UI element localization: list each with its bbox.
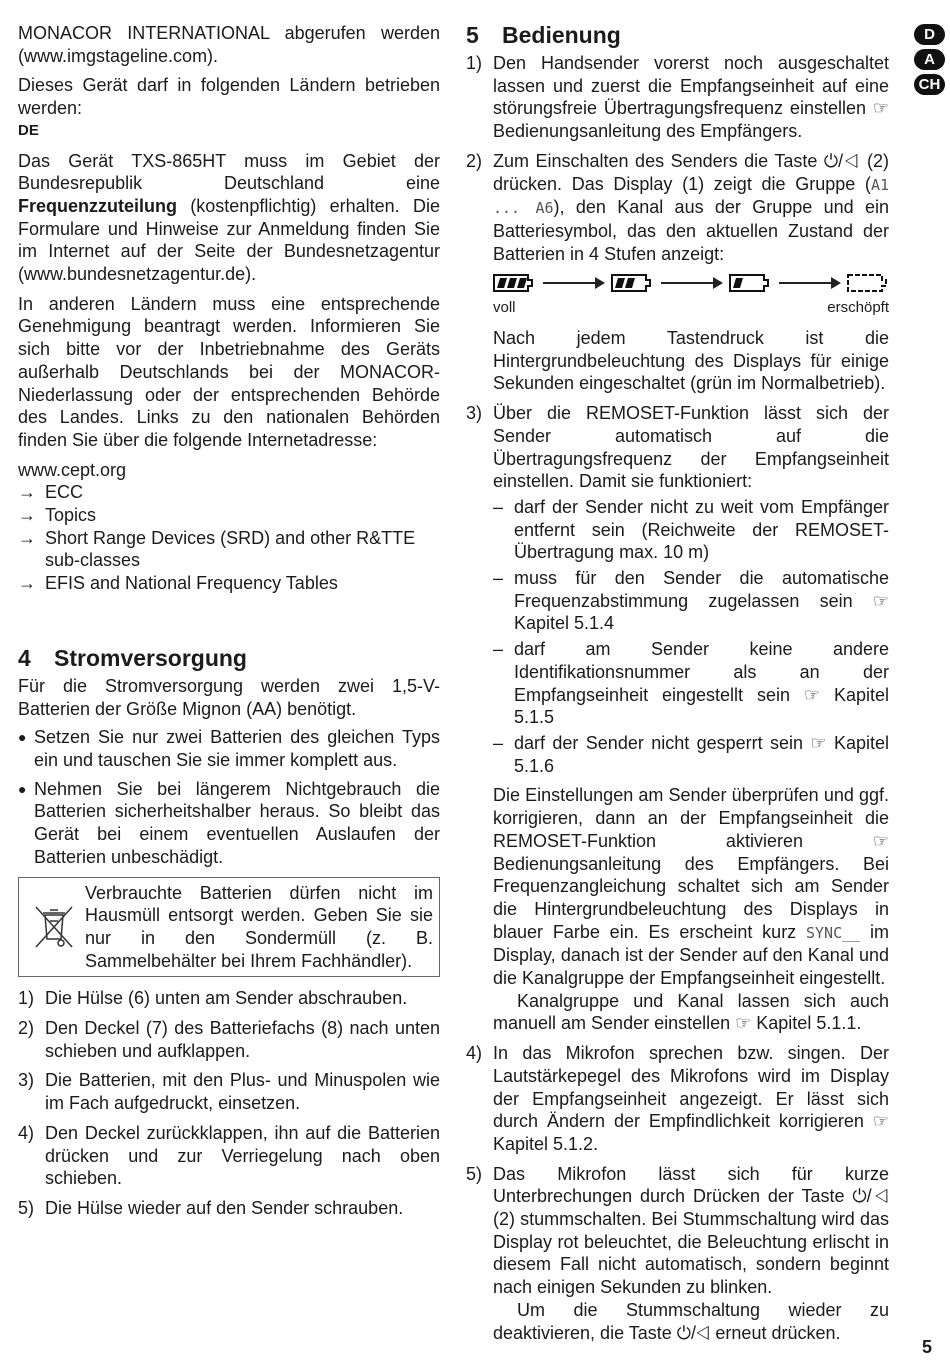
battery-level-sequence	[493, 273, 889, 293]
step-text: Den Deckel (7) des Batteriefachs (8) nach unten schieben und aufklappen.	[45, 1018, 440, 1061]
bullet-item	[18, 726, 440, 771]
url-text: www.cept.org	[18, 459, 127, 480]
step-number: 3)	[466, 403, 483, 424]
list-item	[18, 987, 440, 1010]
battery-icon-level-3	[493, 274, 535, 292]
section-title: Stromversorgung	[54, 644, 247, 671]
list-item	[466, 52, 889, 143]
step-text: Die Hülse (6) unten am Sender abschrauben.	[45, 988, 408, 1009]
step-text: In das Mikrofon sprechen bzw. singen. Der Lautstärkepegel des Mikrofons wird im Display der Empfangseinheit angezeigt. Er lässt sich durch Ändern der Empfindlichkeit korrigieren ☞ Kapitel 5.1.2.	[493, 1043, 889, 1154]
step-number: 1)	[18, 988, 35, 1009]
step-paragraph: Kanalgruppe und Kanal lassen sich auch manuell am Sender einstellen ☞ Kapitel 5.1.1.	[493, 990, 889, 1034]
step-number: 4)	[466, 1043, 483, 1064]
country-label: DE	[18, 121, 39, 139]
display-segment-text: A1 ... A6	[493, 175, 889, 218]
left-column	[18, 22, 440, 1220]
language-badge-a: A	[914, 49, 945, 70]
condition-text: darf der Sender nicht gesperrt sein ☞ Kapitel 5.1.6	[514, 732, 889, 776]
link-label: Topics	[45, 505, 97, 526]
condition-item	[493, 638, 889, 729]
arrow-icon	[661, 282, 721, 284]
steps-list	[18, 987, 440, 1219]
battery-empty-label: erschöpft	[827, 299, 889, 317]
intro-paragraph: In anderen Ländern muss eine entsprechende Genehmigung beantragt werden. Informieren Sie sich bitte vor der Inbetriebnahme des Geräts außerhalb Deutschlands bei der MONACOR-Niederlassung oder der entsprechenden Behörde des Landes. Links zu den nationalen Behörden finden Sie über die folgende Internetadresse:	[18, 293, 440, 450]
list-item	[18, 1197, 440, 1220]
link-item	[18, 481, 440, 504]
step-paragraph	[493, 784, 889, 989]
notice-text: Verbrauchte Batterien dürfen nicht im Hausmüll entsorgt werden. Geben Sie sie nur in den Sondermüll (z. B. Sammelbehälter bei Ihrem Fachhändler).	[85, 882, 433, 971]
step-text: Den Deckel zurückklappen, ihn auf die Batterien drücken und zur Verriegelung nach oben schieben.	[45, 1122, 440, 1189]
section-title: Bedienung	[502, 22, 621, 48]
section-intro: Für die Stromversorgung werden zwei 1,5-V-Batterien der Größe Mignon (AA) benötigt.	[18, 675, 440, 719]
arrow-icon	[779, 282, 839, 284]
step-number: 3)	[18, 1070, 35, 1091]
link-label: ECC	[45, 482, 84, 503]
link-item	[18, 527, 440, 572]
link-item	[18, 572, 440, 595]
list-item	[18, 1017, 440, 1062]
step-paragraph: Nach jedem Tastendruck ist die Hintergrundbeleuchtung des Displays für einige Sekunden eingeschaltet (grün im Normalbetrieb).	[493, 328, 889, 394]
dash-icon: –	[493, 639, 504, 660]
step-paragraph: Um die Stummschaltung wieder zu deaktivieren, die Taste ⏻/◁ erneut drücken.	[493, 1299, 889, 1343]
dash-icon: –	[493, 732, 504, 753]
step-number: 2)	[466, 150, 483, 171]
step-number: 5)	[466, 1163, 483, 1184]
arrow-icon: →	[18, 482, 36, 503]
section-number: 5	[466, 22, 479, 48]
battery-icon-level-2	[611, 274, 653, 292]
link-item	[18, 504, 440, 527]
bullet-icon: ●	[18, 780, 27, 797]
dash-icon: –	[493, 568, 504, 589]
battery-full-label: voll	[493, 299, 516, 317]
step-text: Die Hülse wieder auf den Sender schrauben.	[45, 1197, 404, 1218]
language-badge-ch: CH	[914, 74, 945, 95]
bullet-text: Setzen Sie nur zwei Batterien des gleichen Typs ein und tauschen Sie sie immer komplett aus.	[34, 727, 440, 770]
condition-item	[493, 496, 889, 564]
arrow-icon: →	[18, 573, 36, 594]
bold-text: Frequenzzuteilung	[18, 195, 177, 216]
step-text: Den Handsender vorerst noch ausgeschaltet lassen und zuerst die Empfangseinheit auf eine störungsfreie Übertragungsfrequenz einstellen ☞ Bedienungsanleitung des Empfängers.	[493, 53, 889, 142]
link-label: Short Range Devices (SRD) and other R&TTE sub-classes	[45, 527, 416, 571]
list-item	[18, 1122, 440, 1190]
arrow-icon: →	[18, 505, 36, 526]
step-number: 2)	[18, 1018, 35, 1039]
section-heading	[18, 645, 440, 671]
text: (kostenpflichtig) erhalten. Die Formulare und Hinweise zur Anmeldung finden Sie im Internet auf der Seite der Bundesnetzagentur (www.bundesnetzagentur.de).	[18, 195, 440, 285]
page-number: 5	[922, 1337, 933, 1357]
list-item	[466, 1163, 889, 1345]
list-item	[466, 1042, 889, 1156]
condition-text: darf am Sender keine andere Identifikationsnummer als an der Empfangseinheit eingestellt sein ☞ Kapitel 5.1.5	[514, 639, 889, 728]
condition-text: darf der Sender nicht zu weit vom Empfänger entfernt sein (Reichweite der REMOSET-Übertragung max. 10 m)	[514, 496, 889, 563]
bullet-item	[18, 778, 440, 869]
section-number: 4	[18, 644, 31, 671]
arrow-icon: →	[18, 527, 36, 548]
list-item	[18, 1069, 440, 1114]
section-heading	[466, 22, 889, 48]
arrow-icon	[543, 282, 603, 284]
text: Zum Einschalten des Senders die Taste ⏻/◁ (2) drücken. Das Display (1) zeigt die Gruppe (	[493, 150, 889, 194]
step-number: 4)	[18, 1122, 35, 1143]
step-text: Über die REMOSET-Funktion lässt sich der Sender automatisch auf die Übertragungsfrequenz der Empfangseinheit einstellen. Damit sie funktioniert:	[493, 403, 889, 492]
bullet-icon: ●	[18, 729, 27, 746]
display-segment-text: SYNC__	[806, 923, 861, 942]
link-label: EFIS and National Frequency Tables	[45, 573, 338, 594]
condition-item	[493, 732, 889, 777]
battery-icon-level-1	[729, 274, 771, 292]
language-badge-d: D	[914, 24, 945, 45]
text: im Display, danach ist der Sender auf den Kanal und die Kanalgruppe der Empfangseinheit eingestellt.	[493, 921, 889, 989]
text: Das Gerät TXS-865HT muss im Gebiet der Bundesrepublik Deutschland eine	[18, 150, 440, 194]
crossed-bin-icon	[23, 882, 85, 973]
condition-text: muss für den Sender die automatische Frequenzabstimmung zugelassen sein ☞ Kapitel 5.1.4	[514, 568, 889, 634]
language-badges	[914, 24, 946, 99]
step-text: Die Batterien, mit den Plus- und Minuspolen wie im Fach aufgedruckt, einsetzen.	[45, 1070, 440, 1114]
step-number: 5)	[18, 1197, 35, 1218]
intro-paragraph	[18, 150, 440, 286]
step-number: 1)	[466, 53, 483, 73]
dash-icon: –	[493, 496, 504, 517]
bullet-text: Nehmen Sie bei längerem Nichtgebrauch die Batterien sicherheitshalber heraus. So bleibt das Gerät bei einem eventuellen Auslaufen der Batterien unbeschädigt.	[34, 778, 440, 867]
condition-item	[493, 567, 889, 635]
list-item	[466, 402, 889, 1035]
list-item	[466, 150, 889, 395]
step-text	[493, 150, 889, 266]
step-text: Das Mikrofon lässt sich für kurze Unterbrechungen durch Drücken der Taste ⏻/◁ (2) stummschalten. Bei Stummschaltung wird das Display rot beleuchtet, die Beleuchtung erlischt in diesem Fall nicht automatisch, sondern beginnt nach einigen Sekunden zu blinken.	[493, 1163, 889, 1298]
disposal-notice-box	[18, 877, 440, 978]
intro-paragraph: Dieses Gerät darf in folgenden Ländern betrieben werden:	[18, 75, 440, 119]
right-column	[466, 22, 889, 1344]
text: ), den Kanal aus der Gruppe und ein Batteriesymbol, das den aktuellen Zustand der Batterien in 4 Stufen anzeigt:	[493, 197, 889, 264]
text: Die Einstellungen am Sender überprüfen und ggf. korrigieren, dann an der Empfangseinheit die REMOSET-Funktion aktivieren ☞ Bedienungsanleitung des Empfängers. Bei Frequenzangleichung schaltet sich am Sender die Hintergrundbeleuchtung des Displays in blauer Farbe ein. Es erscheint kurz	[493, 785, 889, 942]
intro-paragraph: MONACOR INTERNATIONAL abgerufen werden (www.imgstageline.com).	[18, 23, 440, 66]
battery-icon-level-0	[847, 274, 889, 292]
